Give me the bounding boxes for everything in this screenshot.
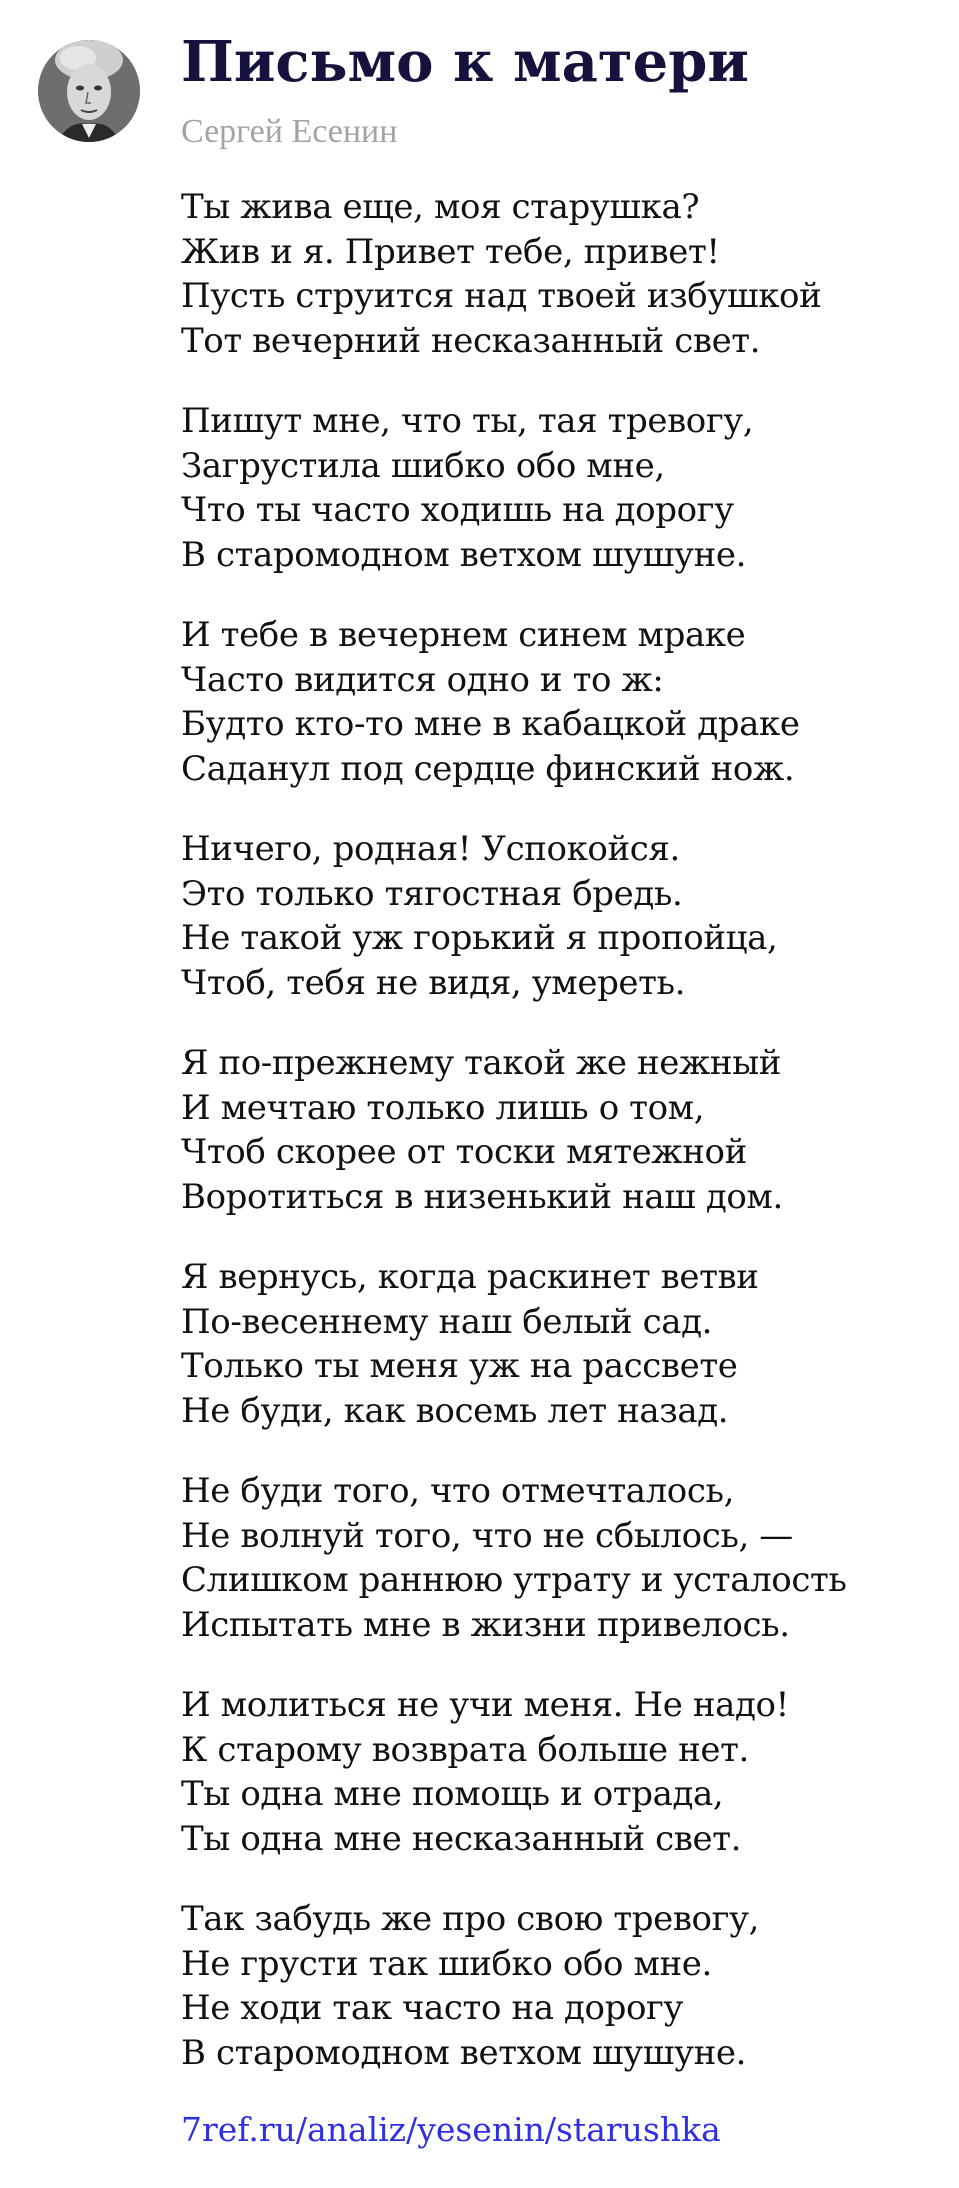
stanza bbox=[181, 185, 951, 363]
stanza bbox=[181, 1683, 951, 1861]
stanza bbox=[181, 1041, 951, 1219]
stanza bbox=[181, 1255, 951, 1433]
poem-line: Это только тягостная бредь. bbox=[181, 873, 683, 914]
author-name: Сергей Есенин bbox=[181, 113, 398, 150]
poem-line: Не волнуй того, что не сбылось, — bbox=[181, 1515, 793, 1556]
stanza bbox=[181, 827, 951, 1005]
stanza bbox=[181, 613, 951, 791]
poem-line: В старомодном ветхом шушуне. bbox=[181, 534, 746, 575]
poem-line: Часто видится одно и то ж: bbox=[181, 659, 664, 700]
poem-line: Саданул под сердце финский нож. bbox=[181, 748, 795, 789]
poem-line: Ты одна мне несказанный свет. bbox=[181, 1818, 742, 1859]
poem-body bbox=[181, 185, 951, 2111]
poem-line: Только ты меня уж на рассвете bbox=[181, 1346, 738, 1386]
poem-line: Не буди того, что отмечталось, bbox=[181, 1471, 735, 1511]
poem-line: Жив и я. Привет тебе, привет! bbox=[181, 231, 720, 272]
stanza bbox=[181, 399, 951, 577]
source-link[interactable]: 7ref.ru/analiz/yesenin/starushka bbox=[181, 2110, 721, 2149]
stanza bbox=[181, 1469, 951, 1647]
poem-line: По-весеннему наш белый сад. bbox=[181, 1301, 713, 1342]
poem-line: Пишут мне, что ты, тая тревогу, bbox=[181, 401, 754, 441]
poem-line: Не ходи так часто на дорогу bbox=[181, 1988, 684, 2028]
poem-line: Ты одна мне помощь и отрада, bbox=[181, 1774, 724, 1814]
author-portrait-icon bbox=[38, 40, 140, 142]
poem-line: Ты жива еще, моя старушка? bbox=[181, 187, 700, 227]
poem-line: Испытать мне в жизни привелось. bbox=[181, 1604, 790, 1645]
poem-line: Что ты часто ходишь на дорогу bbox=[181, 490, 734, 530]
poem-line: Пусть струится над твоей избушкой bbox=[181, 276, 822, 316]
poem-line: Загрустила шибко обо мне, bbox=[181, 445, 665, 486]
poem-line: Ничего, родная! Успокойся. bbox=[181, 829, 680, 869]
poem-line: Будто кто-то мне в кабацкой драке bbox=[181, 704, 800, 744]
poem-line: В старомодном ветхом шушуне. bbox=[181, 2032, 746, 2073]
stanza bbox=[181, 1897, 951, 2075]
poem-line: К старому возврата больше нет. bbox=[181, 1729, 749, 1770]
poem-line: И молиться не учи меня. Не надо! bbox=[181, 1685, 789, 1725]
avatar bbox=[38, 40, 140, 142]
poem-line: И тебе в вечернем синем мраке bbox=[181, 615, 746, 655]
poem-line: Не такой уж горький я пропойца, bbox=[181, 918, 778, 958]
poem-line: Не буди, как восемь лет назад. bbox=[181, 1390, 729, 1431]
poem-line: Я вернусь, когда раскинет ветви bbox=[181, 1257, 759, 1297]
poem-line: Воротиться в низенький наш дом. bbox=[181, 1176, 783, 1217]
poem-line: Не грусти так шибко обо мне. bbox=[181, 1943, 712, 1984]
poem-line: Чтоб скорее от тоски мятежной bbox=[181, 1132, 747, 1172]
poem-line: И мечтаю только лишь о том, bbox=[181, 1087, 705, 1128]
poem-line: Так забудь же про свою тревогу, bbox=[181, 1899, 760, 1939]
poem-line: Чтоб, тебя не видя, умереть. bbox=[181, 962, 686, 1003]
page-title: Письмо к матери bbox=[181, 29, 749, 95]
poem-line: Слишком раннюю утрату и усталость bbox=[181, 1560, 847, 1600]
poem-line: Тот вечерний несказанный свет. bbox=[181, 320, 761, 361]
poem-line: Я по-прежнему такой же нежный bbox=[181, 1043, 782, 1083]
